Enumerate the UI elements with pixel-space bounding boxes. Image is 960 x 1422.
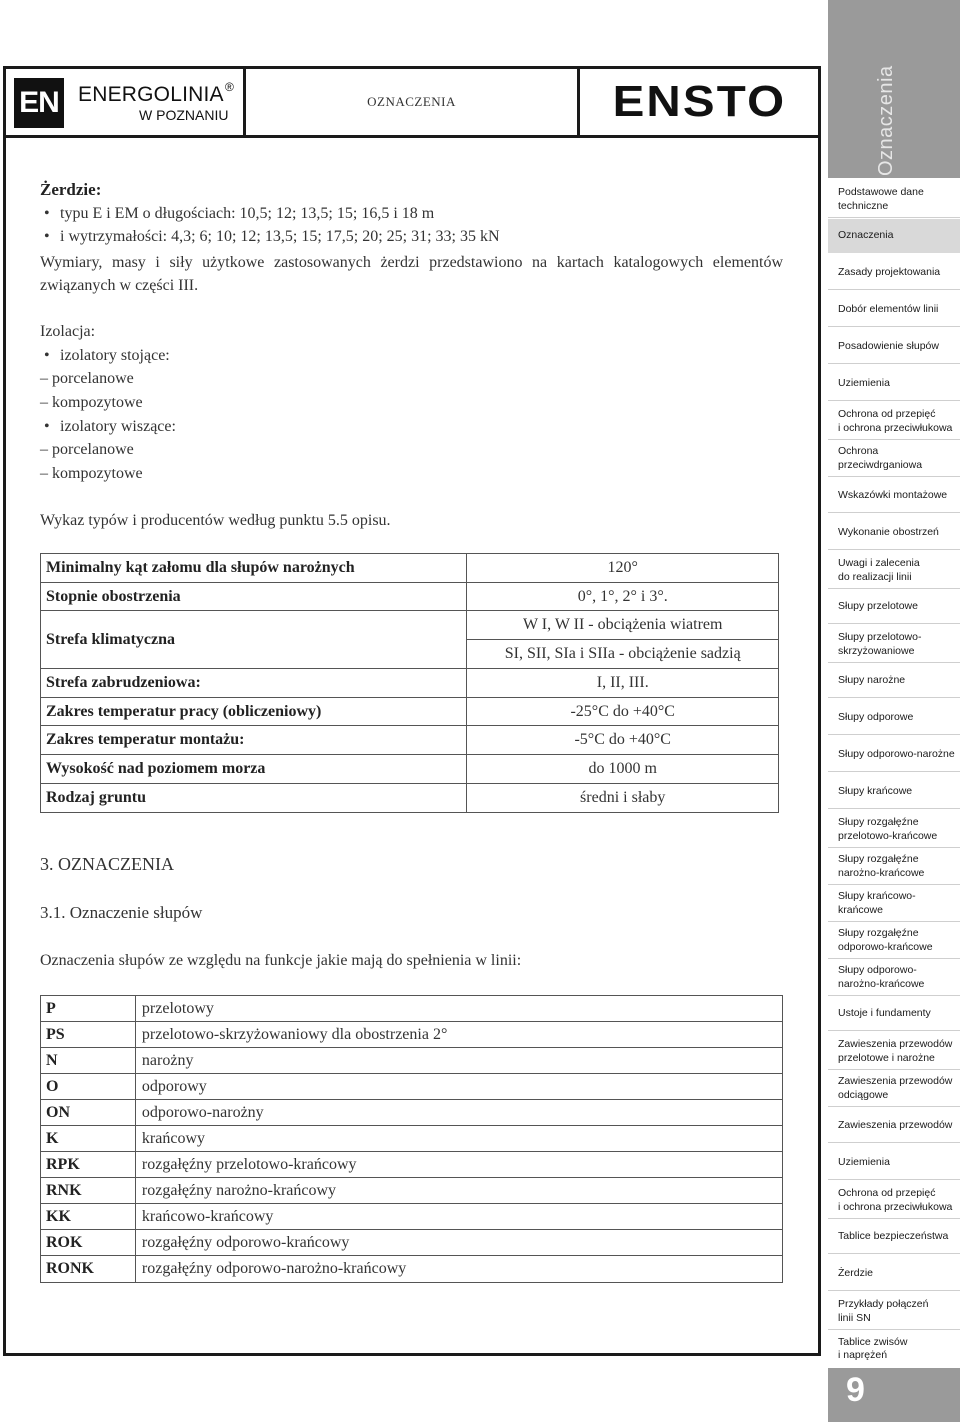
sidebar-item-slupy-ronk[interactable] [828,960,960,996]
header-section-title: OZNACZENIA [367,94,456,109]
sidebar-item-label: Wykonanie obostrzeń [838,525,939,538]
sidebar-item-zerdzie[interactable] [828,1257,960,1291]
sidebar-item-label: Ustoje i fundamenty [838,1006,931,1019]
izolacja-heading: Izolacja: [40,323,96,340]
sidebar-item-posadowienie[interactable] [828,330,960,364]
sidebar-item-uwagi-zalecenia[interactable] [828,553,960,589]
pole-code: RONK [41,1256,136,1283]
pole-codes-table [40,995,783,1283]
sidebar-item-label: Wskazówki montażowe [838,488,948,501]
param-name: Stopnie obostrzenia [41,583,467,611]
sidebar-item-label: Tablice zwisów i naprężeń [838,1335,908,1361]
table-row [41,1022,783,1048]
sidebar-chapter-title: Oznaczenia [875,65,897,176]
pole-code: P [41,996,136,1022]
sidebar-item-label: Słupy rozgałęźne przelotowo-krańcowe [838,816,938,842]
table-row [41,996,783,1022]
sidebar-item-label: Oznaczenia [838,229,894,242]
sidebar-item-label: Posadowienie słupów [838,339,939,352]
sidebar-item-label: Słupy odporowo- narożno-krańcowe [838,964,925,990]
sidebar-item-slupy-kk[interactable] [828,886,960,922]
sidebar-item-wykonanie-obostrzen[interactable] [828,516,960,550]
partner-logo-text: ENSTO [612,77,786,126]
param-value: 120° [467,554,779,583]
sidebar-item-label: Słupy rozgałęźne narożno-krańcowe [838,853,925,879]
sidebar-item-dobor-elementow[interactable] [828,293,960,327]
param-value-2: SI, SII, SIa i SIIa - obciążenie sadzią [467,640,779,669]
sidebar-item-label: Uwagi i zalecenia do realizacji linii [838,557,920,583]
sidebar-item-label: Ochrona od przepięć i ochrona przeciwłukowa [838,408,953,434]
param-value: 0°, 1°, 2° i 3°. [467,583,779,611]
parameters-table [40,553,779,813]
table-row [41,784,779,813]
param-value: średni i słaby [467,784,779,813]
pole-code: N [41,1048,136,1074]
header-center [246,69,580,135]
sidebar-item-label: Zawieszenia przewodów przelotowe i narożne [838,1038,953,1064]
sidebar-item-label: Słupy odporowo-narożne [838,747,955,760]
sidebar-item-slupy-przelotowe[interactable] [828,590,960,624]
param-name: Wysokość nad poziomem morza [41,755,467,784]
izolacja-group-2-item-2: – kompozytowe [40,465,143,482]
sidebar-item-label: Słupy przelotowe [838,599,918,612]
zerdzie-bullet-2: • i wytrzymałości: 4,3; 6; 10; 12; 13,5; 15; 17,5; 20; 25; 31; 33; 35 kN [60,227,500,247]
table-row [41,755,779,784]
param-name: Minimalny kąt załomu dla słupów narożnych [41,554,467,583]
table-row [41,1048,783,1074]
izolacja-note: Wykaz typów i producentów według punktu 5.5 opisu. [40,512,391,529]
section-intro: Oznaczenia słupów ze względu na funkcje jakie mają do spełnienia w linii: [40,952,522,969]
sidebar-item-label: Dobór elementów linii [838,302,939,315]
logo-mark: EN [14,78,64,128]
sidebar-item-label: Uziemienia [838,376,890,389]
sidebar-item-label: Zasady projektowania [838,265,941,278]
param-value: -25°C do +40°C [467,698,779,726]
izolacja-group-1-label: • izolatory stojące: [60,346,170,366]
sidebar-item-label: Słupy krańcowe [838,784,913,797]
sidebar-item-label: Przykłady połączeń linii SN [838,1298,929,1324]
table-row [41,1230,783,1256]
param-value: -5°C do +40°C [467,726,779,755]
table-row [41,583,779,611]
param-name: Zakres temperatur pracy (obliczeniowy) [41,698,467,726]
sidebar-item-ochrona-przepiec[interactable] [828,404,960,440]
pole-code: K [41,1126,136,1152]
table-row [41,1100,783,1126]
sidebar-item-uziemienia-2[interactable] [828,1146,960,1180]
sidebar-item-label: Słupy narożne [838,673,906,686]
izolacja-group-1-item-1: – porcelanowe [40,370,134,387]
sidebar-item-uziemienia[interactable] [828,367,960,401]
izolacja-group-1-item-2: – kompozytowe [40,394,143,411]
sidebar-item-slupy-rpk[interactable] [828,812,960,848]
pole-code: RPK [41,1152,136,1178]
sidebar-item-slupy-rok[interactable] [828,923,960,959]
pole-description: odporowo-narożny [135,1100,782,1126]
table-row [41,726,779,755]
sidebar-item-ustoje-fundamenty[interactable] [828,997,960,1031]
param-name: Rodzaj gruntu [41,784,467,813]
pole-description: krańcowy [135,1126,782,1152]
izolacja-group-2-item-1: – porcelanowe [40,441,134,458]
ensto-logo [580,69,818,135]
brand-subtitle: W POZNANIU [139,107,229,123]
table-row [41,554,779,583]
table-row [41,1204,783,1230]
sidebar-item-label: Słupy rozgałęźne odporowo-krańcowe [838,927,933,953]
pole-code: O [41,1074,136,1100]
table-row [41,1074,783,1100]
section-subheading: 3.1. Oznaczenie słupów [40,903,203,922]
sidebar-item-label: Zawieszenia przewodów odciągowe [838,1075,953,1101]
brand-name: ENERGOLINIA [78,83,224,106]
sidebar-item-tablice-bezpieczenstwa[interactable] [828,1220,960,1254]
zerdzie-bullet-1: • typu E i EM o długościach: 10,5; 12; 13,5; 15; 16,5 i 18 m [60,204,434,224]
sidebar-item-label: Słupy krańcowo- krańcowe [838,890,916,916]
pole-description: odporowy [135,1074,782,1100]
sidebar-item-tablice-zwisow[interactable] [828,1331,960,1367]
sidebar-item-label: Zawieszenia przewodów [838,1118,953,1131]
pole-description: krańcowo-krańcowy [135,1204,782,1230]
pole-description: narożny [135,1048,782,1074]
pole-description: rozgałęźny narożno-krańcowy [135,1178,782,1204]
sidebar-item-wskazowki-montazowe[interactable] [828,479,960,513]
pole-description: rozgałęźny odporowo-narożno-krańcowy [135,1256,782,1283]
sidebar-item-slupy-rnk[interactable] [828,849,960,885]
param-name: Strefa klimatyczna [41,611,467,669]
table-row [41,1178,783,1204]
param-name: Strefa zabrudzeniowa: [41,669,467,698]
chapter-sidebar [828,0,960,1422]
zerdzie-heading: Żerdzie: [40,180,102,199]
sidebar-item-przyklady-polaczen[interactable] [828,1294,960,1330]
sidebar-item-label: Podstawowe dane techniczne [838,186,924,212]
section-heading: 3. OZNACZENIA [40,854,174,874]
param-value: do 1000 m [467,755,779,784]
energolinia-logo [6,69,246,135]
zerdzie-note: Wymiary, masy i siły użytkowe zastosowanych żerdzi przedstawiono na kartach katalogowych elementów związanych w części III. [40,254,783,294]
sidebar-item-label: Uziemienia [838,1155,890,1168]
sidebar-item-zawieszenia-przewodow[interactable] [828,1109,960,1143]
sidebar-item-label: Ochrona od przepięć i ochrona przeciwłukowa [838,1187,953,1213]
pole-code: ON [41,1100,136,1126]
pole-description: przelotowo-skrzyżowaniowy dla obostrzenia 2° [135,1022,782,1048]
page-header [6,69,818,138]
table-row [41,1126,783,1152]
sidebar-item-oznaczenia[interactable] [828,219,960,253]
pole-code: ROK [41,1230,136,1256]
pole-code: RNK [41,1178,136,1204]
param-value: I, II, III. [467,669,779,698]
pole-description: przelotowy [135,996,782,1022]
pole-description: rozgałęźny przelotowo-krańcowy [135,1152,782,1178]
sidebar-item-slupy-narozne[interactable] [828,664,960,698]
pole-description: rozgałęźny odporowo-krańcowy [135,1230,782,1256]
table-row [41,669,779,698]
sidebar-item-slupy-odporowe[interactable] [828,701,960,735]
registered-mark: ® [225,80,234,94]
pole-code: PS [41,1022,136,1048]
sidebar-item-label: Ochrona przeciwdrganiowa [838,445,923,471]
sidebar-item-label: Słupy odporowe [838,710,914,723]
sidebar-item-slupy-odporowo-narozne[interactable] [828,738,960,772]
table-row [41,1152,783,1178]
param-name: Zakres temperatur montażu: [41,726,467,755]
sidebar-item-label: Tablice bezpieczeństwa [838,1229,949,1242]
table-row [41,1256,783,1283]
sidebar-item-label: Słupy przelotowo- skrzyżowaniowe [838,631,922,657]
pole-code: KK [41,1204,136,1230]
sidebar-item-ochrona-przeciwdrganiowa[interactable] [828,441,960,477]
sidebar-item-label: Żerdzie [838,1266,874,1279]
param-value: W I, W II - obciążenia wiatrem [467,611,779,640]
sidebar-item-podstawowe-dane[interactable] [828,182,960,218]
sidebar-item-slupy-krancowe[interactable] [828,775,960,809]
table-row [41,698,779,726]
izolacja-group-2-label: • izolatory wiszące: [60,417,176,437]
sidebar-item-zawieszenia-odciagowe[interactable] [828,1071,960,1107]
sidebar-item-zasady-projektowania[interactable] [828,256,960,290]
sidebar-item-slupy-przelotowo-skrzyzowaniowe[interactable] [828,627,960,663]
sidebar-item-ochrona-przepiec-2[interactable] [828,1183,960,1219]
table-row [41,611,779,640]
page-number: 9 [846,1371,865,1409]
sidebar-item-zawieszenia-przelotowe[interactable] [828,1034,960,1070]
